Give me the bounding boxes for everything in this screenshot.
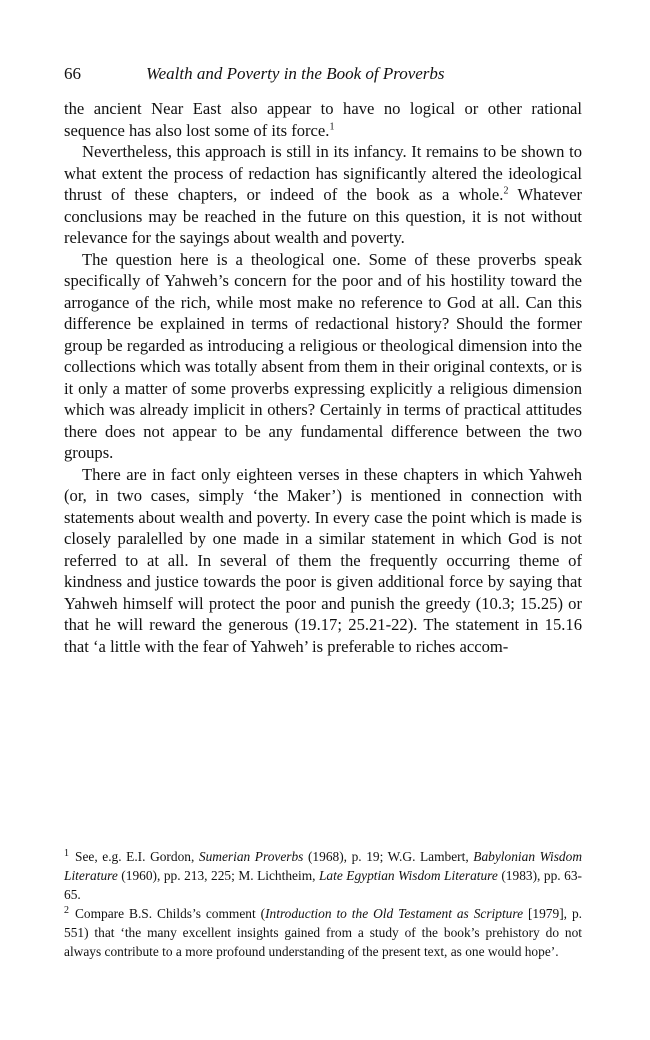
paragraph [64,98,582,141]
footnote [64,904,582,961]
running-head [64,62,582,86]
running-title: Wealth and Poverty in the Book of Proverbs [146,64,445,83]
paragraph [64,141,582,249]
footnote-text: See, e.g. E.I. Gordon, [75,849,199,864]
footnote-text: (1983), pp. 63-65. [64,868,582,902]
body-text [64,98,582,657]
footnote [64,847,582,904]
footnote-ref: 1 [329,120,335,132]
paragraph [64,249,582,464]
paragraph-text: There are in fact only eighteen verses in these chapters in which Yahweh (or, in two cases, simply ‘the Maker’) is mentioned in connection with statements about wealth and poverty. In every case the point which is made is closely paralelled by one made in a similar statement in which God is not referred to at all. In several of them the frequently occurring theme of kindness and justice towards the poor is given additional force by saying that Yahweh himself will protect the poor and punish the greedy (10.3; 15.25) or that he will reward the generous (19.17; 25.21-22). The statement in 15.16 that ‘a little with the fear of Yahweh’ is preferable to riches accom- [64,464,582,656]
cited-title: Late Egyptian Wisdom Literature [318,868,498,883]
footnote-ref: 2 [503,185,509,197]
cited-title: Sumerian Proverbs [198,849,304,864]
footnote-text: Compare B.S. Childs’s comment ( [75,906,266,921]
cited-title: Babylonian Wisdom Literature [64,849,582,883]
footnote-mark: 1 [64,847,69,859]
cited-title: Introduction to the Old Testament as Scripture [265,906,524,921]
paragraph [64,464,582,658]
footnotes [64,847,582,961]
footnote-mark: 2 [64,904,69,916]
footnote-text: (1960), pp. 213, 225; M. Lichtheim, [117,868,319,883]
paragraph-text: Nevertheless, this approach is still in its infancy. It remains to be shown to what extent the process of redaction has significantly altered the ideological thrust of these chapters, or indeed of the book as a whole. [64,142,582,204]
paragraph-text: The question here is a theological one. Some of these proverbs speak specifically of Yahweh’s concern for the poor and of his hostility toward the arrogance of the rich, while most make no reference to God at all. Can this difference be explained in terms of redactional history? Should the former group be regarded as introducing a religious or theological dimension into the collections which was totally absent from them in their original contexts, or is it only a matter of some proverbs expressing explicitly a religious dimension which was already implicit in others? Certainly in terms of practical attitudes there does not appear to be any fundamental difference between the two groups. [64,249,582,462]
paragraph-text: Whatever conclusions may be reached in the future on this question, it is not without relevance for the sayings about wealth and poverty. [64,185,582,247]
page-number: 66 [64,64,81,83]
page-content [64,62,582,657]
paragraph-text: the ancient Near East also appear to have no logical or other rational sequence has also lost some of its force. [64,99,582,140]
footnote-text: (1968), p. 19; W.G. Lambert, [303,849,474,864]
footnote-text: [1979], p. 551) that ‘the many excellent insights gained from a study of the book’s prehistory do not always contribute to a more profound understanding of the present text, as one would hope’. [64,906,582,959]
